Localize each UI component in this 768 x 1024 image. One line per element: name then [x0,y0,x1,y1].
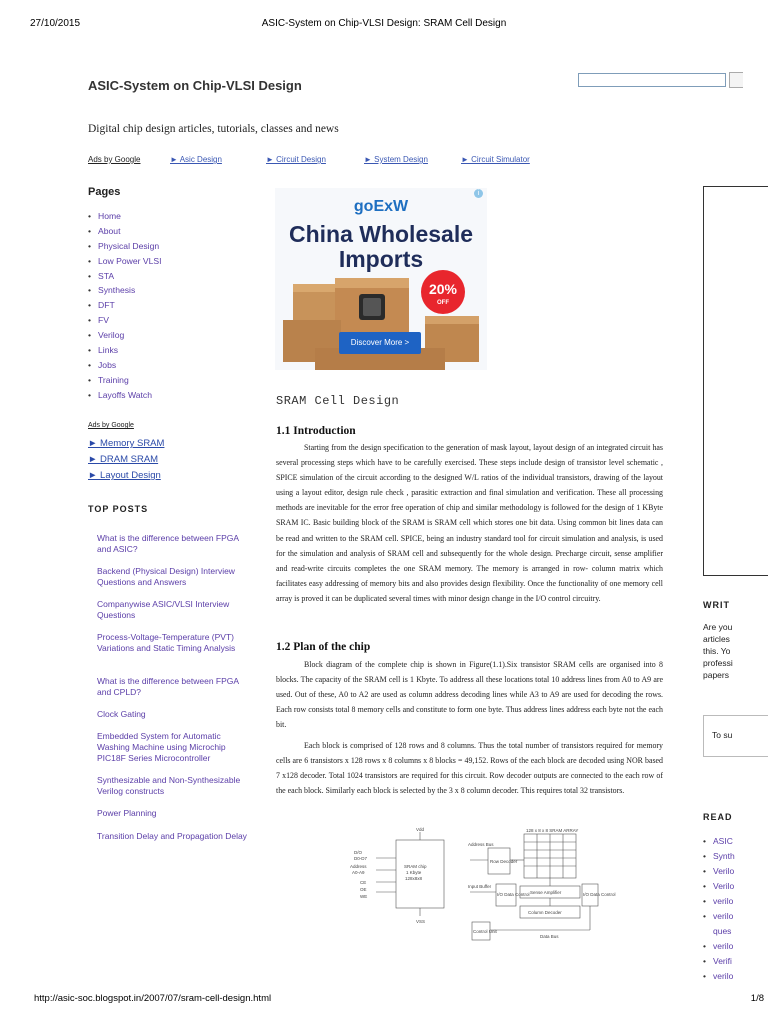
banner-headline-line1: China Wholesale [288,221,474,247]
subscribe-box[interactable]: To su [703,715,768,757]
diagram-vss-label: VSS [416,919,426,924]
page-link-about[interactable]: • About [88,225,121,236]
diagram-column-decoder-label: Column Decoder [528,910,562,915]
pages-widget [88,186,162,403]
ad-link-layout-design[interactable]: ► Layout Design [88,470,161,481]
read-more-link[interactable]: ques [713,926,732,936]
diagram-row-decoder-label: Row Decoder [490,859,518,864]
post-title[interactable]: SRAM Cell Design [276,394,400,408]
diagram-chip-label-line1: SRAM chip [404,864,427,869]
page-link-dft[interactable]: • DFT [88,300,115,311]
page-link-sta[interactable]: • STA [88,270,115,281]
discount-badge [421,270,465,314]
diagram-io-left-label: I/O Data Control [497,892,530,897]
page-link-verilog[interactable]: • Verilog [88,330,125,341]
discount-off-label: OFF [437,300,449,306]
top-post-link[interactable]: Embedded System for Automatic Washing Machine using Microchip PIC18F Series Microcontroller [97,731,226,763]
plan-paragraph-2: Each block is comprised of 128 rows and 8 columns. Thus the total number of transistors required for memory cells are 6 transistors x 128 rows x 8 columns x 8 blocks = 49,152. Rows of the each block are decoded using NOR based 7 x128 decoder. Total 1024 transistors are required for this circuit. Row decoder outputs are connected to the each row of the each block. Similarly each block is selected by the 3 x 8 column decoder. This requires total 32 transistors. [276,741,663,796]
read-more-link[interactable]: • Verilo [703,866,735,876]
diagram-io-right-label: I/O Data Control [583,892,616,897]
adchoices-icon[interactable]: i [474,189,483,198]
read-more-link[interactable]: • Synth [703,851,735,861]
top-post-link[interactable]: Clock Gating [97,709,146,719]
introduction-paragraph: Starting from the design specification to the generation of mask layout, layout design of an integrated circuit has several processing steps which have to be carefully exercised. These steps include design of transistor level schematic , SPICE simulation of the circuit according to the designed W/L ratios of the individual transistors, drawing of the layout using a layout editor, design rule check , parasitic extraction and final simulation and verification. These all processing methods are inevitable for the error free operation of chip and similar methodology is followed for the design of 1 KByte SRAM IC. Basic building block of the SRAM is SRAM cell which stores one bit data. Using common bit lines data can be read and written to the SRAM cell. SPICE, being an industry standard tool for circuit simulation and analysis, is used for the simulation and analysis of SRAM cell and subsequently for the whole design. Precharge circuit, sense amplifier and read-write circuits completes the one SRAM memory. The memory is arranged in row- column matrix which facilitates easy addressing of memory bits and also provides design flexibility. Once the functionality of one memory cell array is proved it can be duplicated several times with minor design change in the I/O control circuitry. [276,443,663,603]
section-heading-plan: 1.2 Plan of the chip [276,641,371,653]
ad-link-system-design[interactable]: ► System Design [364,155,428,164]
print-page-title: ASIC-System on Chip-VLSI Design: SRAM Cell Design [261,18,507,29]
banner-logo: goExW [353,198,409,215]
read-more-link[interactable]: • verilo [703,941,734,951]
read-more-link[interactable]: • verilo [703,971,734,981]
diagram-input-buffer-label: Input Buffer [468,884,492,889]
pages-list [88,209,162,403]
page-link-low-power-vlsi[interactable]: • Low Power VLSI [88,255,162,266]
ad-link-dram-sram[interactable]: ► DRAM SRAM [88,454,159,465]
read-more-link[interactable]: • ASIC [703,836,733,846]
page-link-synthesis[interactable]: • Synthesis [88,285,136,296]
diagram-pin-label: D0-D7 [354,856,368,861]
discount-value: 20% [428,281,458,297]
diagram-vdd-label: Vdd [416,827,425,832]
blog-title[interactable]: ASIC-System on Chip-VLSI Design [88,78,302,93]
top-post-link[interactable]: Power Planning [97,808,157,818]
top-posts-heading: TOP POSTS [88,504,149,514]
page-link-links[interactable]: • Links [88,345,119,356]
read-more-link[interactable]: • Verilo [703,881,735,891]
ads-by-google-label[interactable]: Ads by Google [88,155,141,164]
diagram-pin-label: WE [360,894,368,899]
top-post-link[interactable]: Process-Voltage-Temperature (PVT) Variations and Static Timing Analysis [97,632,236,653]
page-link-layoffs-watch[interactable]: • Layoffs Watch [88,389,152,400]
top-post-link[interactable]: Synthesizable and Non-Synthesizable Verilog constructs [97,775,241,796]
block-diagram-svg [340,826,616,944]
search-input[interactable] [578,73,726,87]
diagram-sense-amp-label: Sense Amplifier [530,890,562,895]
top-post-link[interactable]: Companywise ASIC/VLSI Interview Questions [97,599,230,620]
pages-heading: Pages [88,186,121,198]
page-link-physical-design[interactable]: • Physical Design [88,240,160,251]
print-date: 27/10/2015 [30,18,81,29]
diagram-pin-label: OE [360,887,367,892]
sidebar-ads-by-google[interactable]: Ads by Google [88,422,134,429]
page-link-jobs[interactable]: • Jobs [88,359,117,370]
banner-ad[interactable] [275,188,487,370]
ad-link-circuit-design[interactable]: ► Circuit Design [266,155,326,164]
write-for-us-text: Are you articles this. Yo professi papers [703,622,733,680]
diagram-data-bus-label: Data Bus [540,934,559,939]
diagram-chip-label-line3: 128x8x8 [405,876,423,881]
diagram-pin-label: Address [350,864,367,869]
plan-paragraph-1: Block diagram of the complete chip is shown in Figure(1.1).Six transistor SRAM cells are organised into 8 blocks. The capacity of the SRAM cell is 1 Kbyte. To address all these locations total 10 address lines from A0 to A9 are used. Out of these, A0 to A2 are used as column address decoding lines while A3 to A9 are used for decoding the rows. Each row consists total 8 memory cells and constitute to form one byte. Thus address lines address each byte not the each bit. [276,660,663,730]
discover-more-button[interactable]: Discover More > [339,332,421,354]
page-link-fv[interactable]: • FV [88,315,109,326]
top-posts-widget [88,504,268,841]
right-rail-ad-frame [703,186,768,576]
read-more-link[interactable]: • Verifi [703,956,732,966]
print-page-number: 1/8 [750,993,764,1004]
page-link-home[interactable]: • Home [88,211,121,221]
banner-headline-line2: Imports [338,246,424,272]
top-post-link[interactable]: Transition Delay and Propagation Delay [97,831,247,841]
ad-link-memory-sram[interactable]: ► Memory SRAM [88,438,165,449]
section-heading-introduction: 1.1 Introduction [276,425,356,437]
top-post-link[interactable]: Backend (Physical Design) Interview Questions and Answers [97,566,235,587]
write-for-us-heading: WRIT [703,600,730,610]
sidebar-ads [88,422,164,484]
read-more-link[interactable]: • verilo [703,896,734,906]
diagram-chip-label-line2: 1 Kbyte [406,870,422,875]
page-link-training[interactable]: • Training [88,374,129,385]
diagram-address-bus-label: Address Bus [468,842,494,847]
blog-description: Digital chip design articles, tutorials, classes and news [88,123,339,135]
ad-link-circuit-simulator[interactable]: ► Circuit Simulator [461,155,530,164]
ad-link-asic-design[interactable]: ► Asic Design [170,155,222,164]
print-header [0,18,768,32]
read-more-heading: READ [703,812,733,822]
diagram-pin-label: CE [360,880,367,885]
read-more-link[interactable]: • verilo [703,911,734,921]
top-post-link[interactable]: What is the difference between FPGA and ASIC? [97,533,239,554]
diagram-control-label: Control Unit [473,929,497,934]
diagram-pin-label: D/O [354,850,363,855]
diagram-array-label: 128 x 8 x 8 SRAM ARRAY [526,828,579,833]
search-button[interactable] [729,72,743,88]
print-url: http://asic-soc.blogspot.in/2007/07/sram-cell-design.html [34,993,272,1004]
chip-block-diagram [340,826,616,944]
read-more-list [703,834,768,984]
diagram-pin-label: A0-A9 [352,870,365,875]
top-post-link[interactable]: What is the difference between FPGA and CPLD? [97,676,239,697]
print-footer [0,993,768,1007]
